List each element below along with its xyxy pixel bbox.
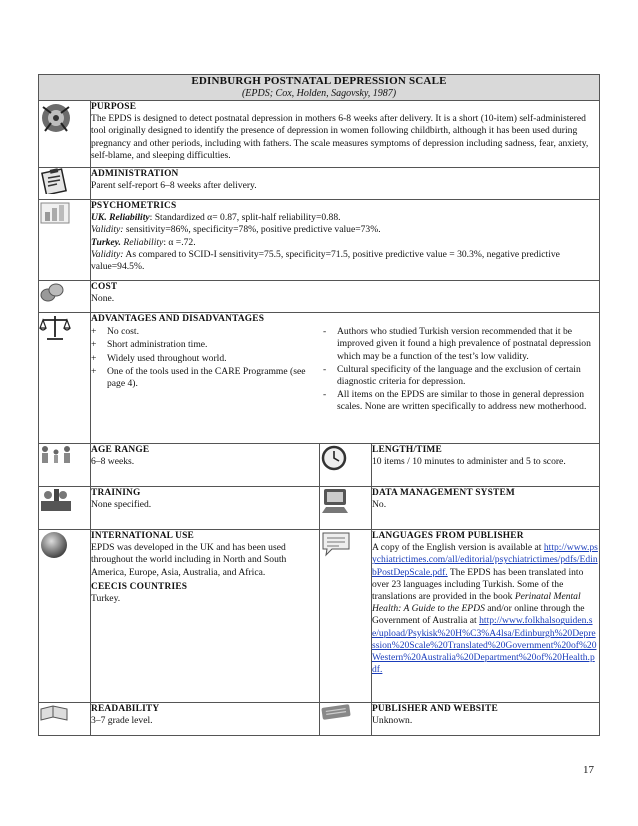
uk-validity-text: sensitivity=86%, specificity=78%, positive predictive value=73%.	[123, 224, 381, 236]
chart-icon	[39, 200, 91, 281]
data-management-cell	[372, 487, 600, 530]
uk-reliability	[91, 212, 599, 224]
publisher-heading: PUBLISHER AND WEBSITE	[372, 704, 498, 714]
publisher-text: Unknown.	[372, 715, 413, 727]
turkey-validity-text: As compared to SCID-I sensitivity=75.5, specificity=71.5, positive predictive value = 30.3%, negative predictive value=94.5%.	[91, 248, 560, 273]
cost-cell	[91, 281, 600, 313]
administration-heading: ADMINISTRATION	[91, 169, 179, 179]
international-languages-row	[39, 530, 600, 703]
readability-publisher-row	[39, 703, 600, 736]
book-icon	[39, 703, 91, 736]
purpose-icon	[39, 101, 91, 168]
list-item: - Authors who studied Turkish version recommended that it be improved given it found a high prevalence of postnatal depression which may be a function of the test’s low validity.	[321, 326, 599, 363]
keyboard-icon	[320, 703, 372, 736]
list-item: + Widely used throughout world.	[91, 353, 321, 365]
languages-intro: A copy of the English version is available at	[372, 542, 542, 554]
advantages-cell	[91, 313, 600, 444]
speech-bubble-icon	[320, 530, 372, 703]
uk-reliability-text: : Standardized α= 0.87, split-half reliability=0.88.	[149, 212, 341, 224]
computer-icon	[320, 487, 372, 530]
purpose-text: The EPDS is designed to detect postnatal depression in mothers 6-8 weeks after delivery. It is a short (10-item) self-administered tool originally designed to identify the presence of depression in women following childbirth, although it has been used during pregnancy and other periods, including with fathers. The scale measures symptoms of depression including sadness, fear, anxiety, self-blame, and sleeping difficulties.	[91, 113, 589, 161]
clipboard-icon	[39, 168, 91, 200]
turkey-validity	[91, 249, 599, 273]
ceecis-text: Turkey.	[91, 593, 121, 605]
scale-citation: (EPDS; Cox, Holden, Sagovsky, 1987)	[241, 88, 397, 99]
clock-icon	[320, 444, 372, 487]
turkey-reliability	[91, 237, 599, 249]
languages-text	[372, 542, 599, 676]
length-time-heading: LENGTH/TIME	[372, 445, 442, 455]
turkey-reliability-label: Reliability	[120, 236, 164, 248]
international-heading: INTERNATIONAL USE	[91, 531, 194, 541]
administration-row	[39, 168, 600, 200]
psychometrics-row	[39, 200, 600, 281]
title-cell	[39, 75, 600, 101]
list-item: - Cultural specificity of the language and the exclusion of certain diagnostic criteria for depression.	[321, 364, 599, 388]
globe-icon	[39, 530, 91, 703]
uk-validity	[91, 224, 599, 236]
age-range-text: 6–8 weeks.	[91, 456, 135, 468]
purpose-cell	[91, 101, 600, 168]
publisher-cell	[372, 703, 600, 736]
data-management-text: No.	[372, 499, 387, 511]
instrument-table	[38, 74, 600, 736]
data-management-heading: DATA MANAGEMENT SYSTEM	[372, 488, 515, 498]
length-time-text: 10 items / 10 minutes to administer and 5 to score.	[372, 456, 566, 468]
header-row	[39, 75, 600, 101]
validity2-label: Validity:	[91, 248, 124, 260]
advantages-list	[91, 326, 321, 390]
ceecis-heading: CEECIS COUNTRIES	[91, 581, 188, 592]
purpose-heading: PURPOSE	[91, 102, 137, 112]
english-version-link[interactable]: http://www.psychiatrictimes.com/all/editorial/psychiatrictimes/pdfs/EdinbPostDepScale.pdf.	[372, 542, 598, 578]
administration-cell	[91, 168, 600, 200]
turkey-reliability-text: : α =.72.	[163, 236, 196, 248]
psychometrics-cell	[91, 200, 600, 281]
list-item: + No cost.	[91, 326, 321, 338]
purpose-row	[39, 101, 600, 168]
uk-label: UK. Reliability	[91, 212, 150, 224]
list-item: + Short administration time.	[91, 339, 321, 351]
book-title: Perinatal Mental Health: A Guide to the EPDS	[372, 591, 581, 615]
age-range-heading: AGE RANGE	[91, 445, 150, 455]
administration-text: Parent self-report 6–8 weeks after delivery.	[91, 180, 257, 192]
turkey-label: Turkey.	[91, 236, 121, 248]
age-length-row	[39, 444, 600, 487]
psychometrics-heading: PSYCHOMETRICS	[91, 201, 177, 211]
readability-cell	[91, 703, 320, 736]
advantages-row	[39, 313, 600, 444]
languages-gov: and/or online through the Government of Australia at	[372, 603, 585, 627]
scale-title: EDINBURGH POSTNATAL DEPRESSION SCALE	[191, 75, 447, 87]
languages-translations: The EPDS has been translated into over 23 languages including Turkish. Some of the translations are provided in the book	[372, 566, 584, 603]
training-cell	[91, 487, 320, 530]
readability-text: 3–7 grade level.	[91, 715, 153, 727]
page-number: 17	[583, 764, 594, 776]
training-data-row	[39, 487, 600, 530]
cost-heading: COST	[91, 282, 118, 292]
international-cell	[91, 530, 320, 703]
list-item: + One of the tools used in the CARE Programme (see page 4).	[91, 366, 321, 390]
languages-heading: LANGUAGES FROM PUBLISHER	[372, 531, 524, 541]
validity-label: Validity:	[91, 224, 124, 236]
coins-icon	[39, 281, 91, 313]
translations-link[interactable]: http://www.folkhalsoguiden.se/upload/Psykisk%20H%C3%A4lsa/Edinburgh%20Depression%20Scale%20Translated%20Government%20of%20Western%20Australia%20Department%20of%20Health.pdf.	[372, 615, 597, 676]
family-icon	[39, 444, 91, 487]
advantages-heading: ADVANTAGES AND DISADVANTAGES	[91, 314, 265, 324]
cost-text: None.	[91, 293, 115, 305]
list-item: - All items on the EPDS are similar to those in general depression scales. None are written specifically to address new motherhood.	[321, 389, 599, 413]
classroom-icon	[39, 487, 91, 530]
length-time-cell	[372, 444, 600, 487]
readability-heading: READABILITY	[91, 704, 160, 714]
cost-row	[39, 281, 600, 313]
age-range-cell	[91, 444, 320, 487]
training-text: None specified.	[91, 499, 152, 511]
training-heading: TRAINING	[91, 488, 141, 498]
international-text: EPDS was developed in the UK and has been used throughout the world including in North and South America, Europe, Asia, Australia, and Africa.	[91, 542, 287, 578]
languages-cell	[372, 530, 600, 703]
disadvantages-list	[321, 326, 599, 413]
scales-icon	[39, 313, 91, 444]
